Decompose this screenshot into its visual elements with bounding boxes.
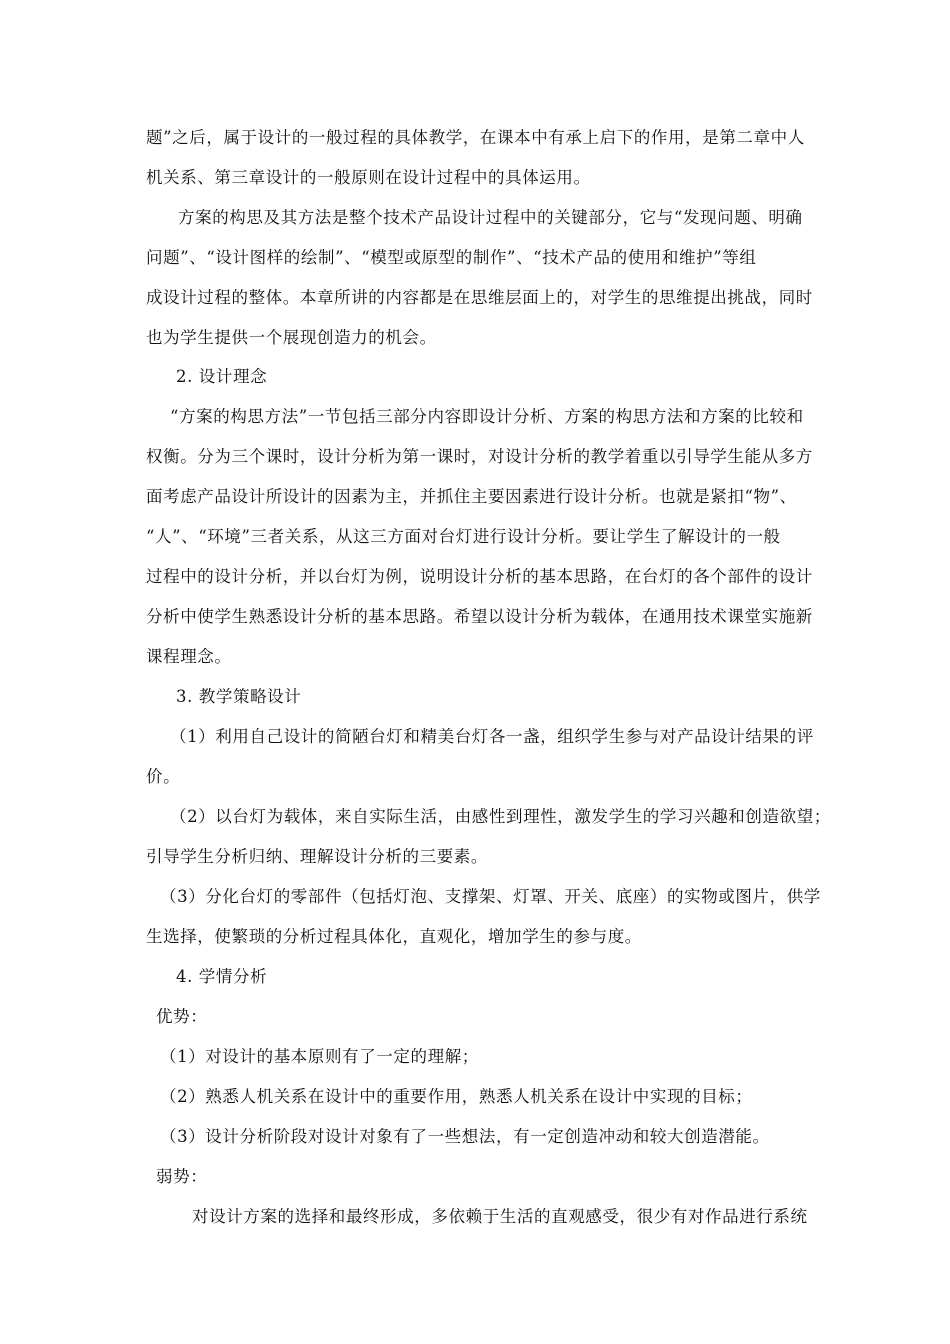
text-line: 面考虑产品设计所设计的因素为主，并抓住主要因素进行设计分析。也就是紧扣“物”、 bbox=[146, 487, 797, 506]
paragraph-line: 对设计方案的选择和最终形成，多依赖于生活的直观感受，很少有对作品进行系统 bbox=[192, 1207, 808, 1226]
text-line: “人”、“环境”三者关系，从这三方面对台灯进行设计分析。要让学生了解设计的一般 bbox=[146, 527, 781, 546]
text-line: 生选择，使繁琐的分析过程具体化，直观化，增加学生的参与度。 bbox=[146, 927, 642, 946]
text-line: 成设计过程的整体。本章所讲的内容都是在思维层面上的，对学生的思维提出挑战，同时 bbox=[146, 288, 813, 307]
list-item: （3）设计分析阶段对设计对象有了一些想法，有一定创造冲动和较大创造潜能。 bbox=[160, 1127, 770, 1146]
text-line: 也为学生提供一个展现创造力的机会。 bbox=[146, 328, 437, 347]
text-line: 机关系、第三章设计的一般原则在设计过程中的具体运用。 bbox=[146, 168, 591, 187]
text-line: 分析中使学生熟悉设计分析的基本思路。希望以设计分析为载体，在通用技术课堂实施新 bbox=[146, 607, 813, 626]
list-item: （2）熟悉人机关系在设计中的重要作用，熟悉人机关系在设计中实现的目标； bbox=[160, 1087, 753, 1106]
list-item: （1）利用自己设计的简陋台灯和精美台灯各一盏，组织学生参与对产品设计结果的评 bbox=[170, 727, 814, 746]
subheading: 优势： bbox=[156, 1007, 208, 1026]
list-item: （1）对设计的基本原则有了一定的理解； bbox=[160, 1047, 479, 1066]
list-item: （3）分化台灯的零部件（包括灯泡、支撑架、灯罩、开关、底座）的实物或图片，供学 bbox=[160, 887, 821, 906]
text-line: 问题”、“设计图样的绘制”、“模型或原型的制作”、“技术产品的使用和维护”等组 bbox=[146, 248, 757, 267]
paragraph-line: 方案的构思及其方法是整个技术产品设计过程中的关键部分，它与“发现问题、明确 bbox=[178, 208, 803, 227]
list-item: （2）以台灯为载体，来自实际生活，由感性到理性，激发学生的学习兴趣和创造欲望； bbox=[170, 807, 831, 826]
section-heading: 2. 设计理念 bbox=[176, 367, 268, 386]
section-heading: 3. 教学策略设计 bbox=[176, 687, 302, 706]
text-line: 引导学生分析归纳、理解设计分析的三要素。 bbox=[146, 847, 488, 866]
text-line: 权衡。分为三个课时，设计分析为第一课时，对设计分析的教学着重以引导学生能从多方 bbox=[146, 447, 813, 466]
text-line: 课程理念。 bbox=[146, 647, 232, 666]
section-heading: 4. 学情分析 bbox=[176, 967, 268, 986]
subheading: 弱势： bbox=[156, 1167, 208, 1186]
text-line: 过程中的设计分析，并以台灯为例，说明设计分析的基本思路，在台灯的各个部件的设计 bbox=[146, 567, 813, 586]
text-line: 价。 bbox=[146, 767, 181, 786]
paragraph-line: “方案的构思方法”一节包括三部分内容即设计分析、方案的构思方法和方案的比较和 bbox=[170, 407, 804, 426]
text-line: 题”之后，属于设计的一般过程的具体教学，在课本中有承上启下的作用，是第二章中人 bbox=[146, 128, 805, 147]
